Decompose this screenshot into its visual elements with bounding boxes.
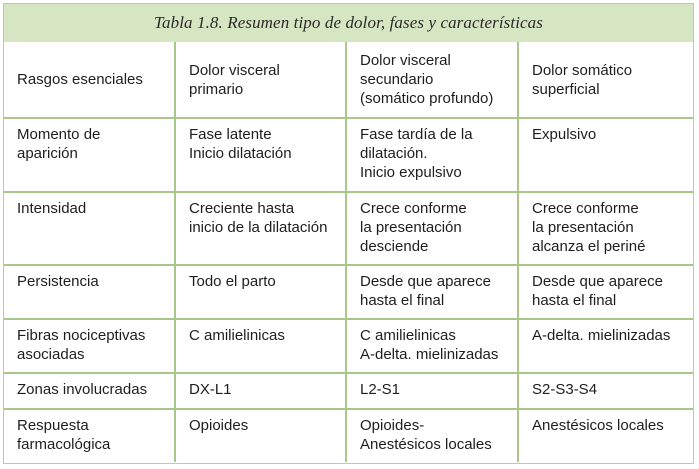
header-cell: Rasgos esenciales <box>4 42 175 118</box>
table-cell: Expulsivo <box>518 118 693 192</box>
row-label-cell: Respuesta farmacológica <box>4 409 175 462</box>
row-label-cell: Intensidad <box>4 192 175 265</box>
header-row <box>4 42 693 118</box>
table-cell: Crece conforme la presentación desciende <box>346 192 518 265</box>
table-cell: C amilielinicas <box>175 319 346 373</box>
table-row <box>4 409 693 462</box>
header-cell: Dolor visceral primario <box>175 42 346 118</box>
table-cell: Creciente hasta inicio de la dilatación <box>175 192 346 265</box>
table-cell: L2-S1 <box>346 373 518 409</box>
table-row <box>4 373 693 409</box>
header-cell: Dolor visceral secundario (somático profundo) <box>346 42 518 118</box>
table-title: Tabla 1.8. Resumen tipo de dolor, fases y características <box>154 13 543 32</box>
table-cell: Desde que aparece hasta el final <box>518 265 693 319</box>
table-cell: Fase latente Inicio dilatación <box>175 118 346 192</box>
table-cell: DX-L1 <box>175 373 346 409</box>
row-label-cell: Persistencia <box>4 265 175 319</box>
table-cell: Anestésicos locales <box>518 409 693 462</box>
pain-summary-table <box>4 42 693 462</box>
table-cell: S2-S3-S4 <box>518 373 693 409</box>
table-cell: Todo el parto <box>175 265 346 319</box>
table-cell: Opioides- Anestésicos locales <box>346 409 518 462</box>
table-cell: C amilielinicas A-delta. mielinizadas <box>346 319 518 373</box>
row-label-cell: Momento de aparición <box>4 118 175 192</box>
table-caption <box>4 4 693 42</box>
header-cell: Dolor somático superficial <box>518 42 693 118</box>
table-cell: Desde que aparece hasta el final <box>346 265 518 319</box>
table-row <box>4 192 693 265</box>
table-row <box>4 319 693 373</box>
table-cell: A-delta. mielinizadas <box>518 319 693 373</box>
row-label-cell: Zonas involucradas <box>4 373 175 409</box>
table-row <box>4 118 693 192</box>
table-cell: Fase tardía de la dilatación. Inicio expulsivo <box>346 118 518 192</box>
row-label-cell: Fibras nociceptivas asociadas <box>4 319 175 373</box>
table-cell: Opioides <box>175 409 346 462</box>
table-row <box>4 265 693 319</box>
table-cell: Crece conforme la presentación alcanza el periné <box>518 192 693 265</box>
